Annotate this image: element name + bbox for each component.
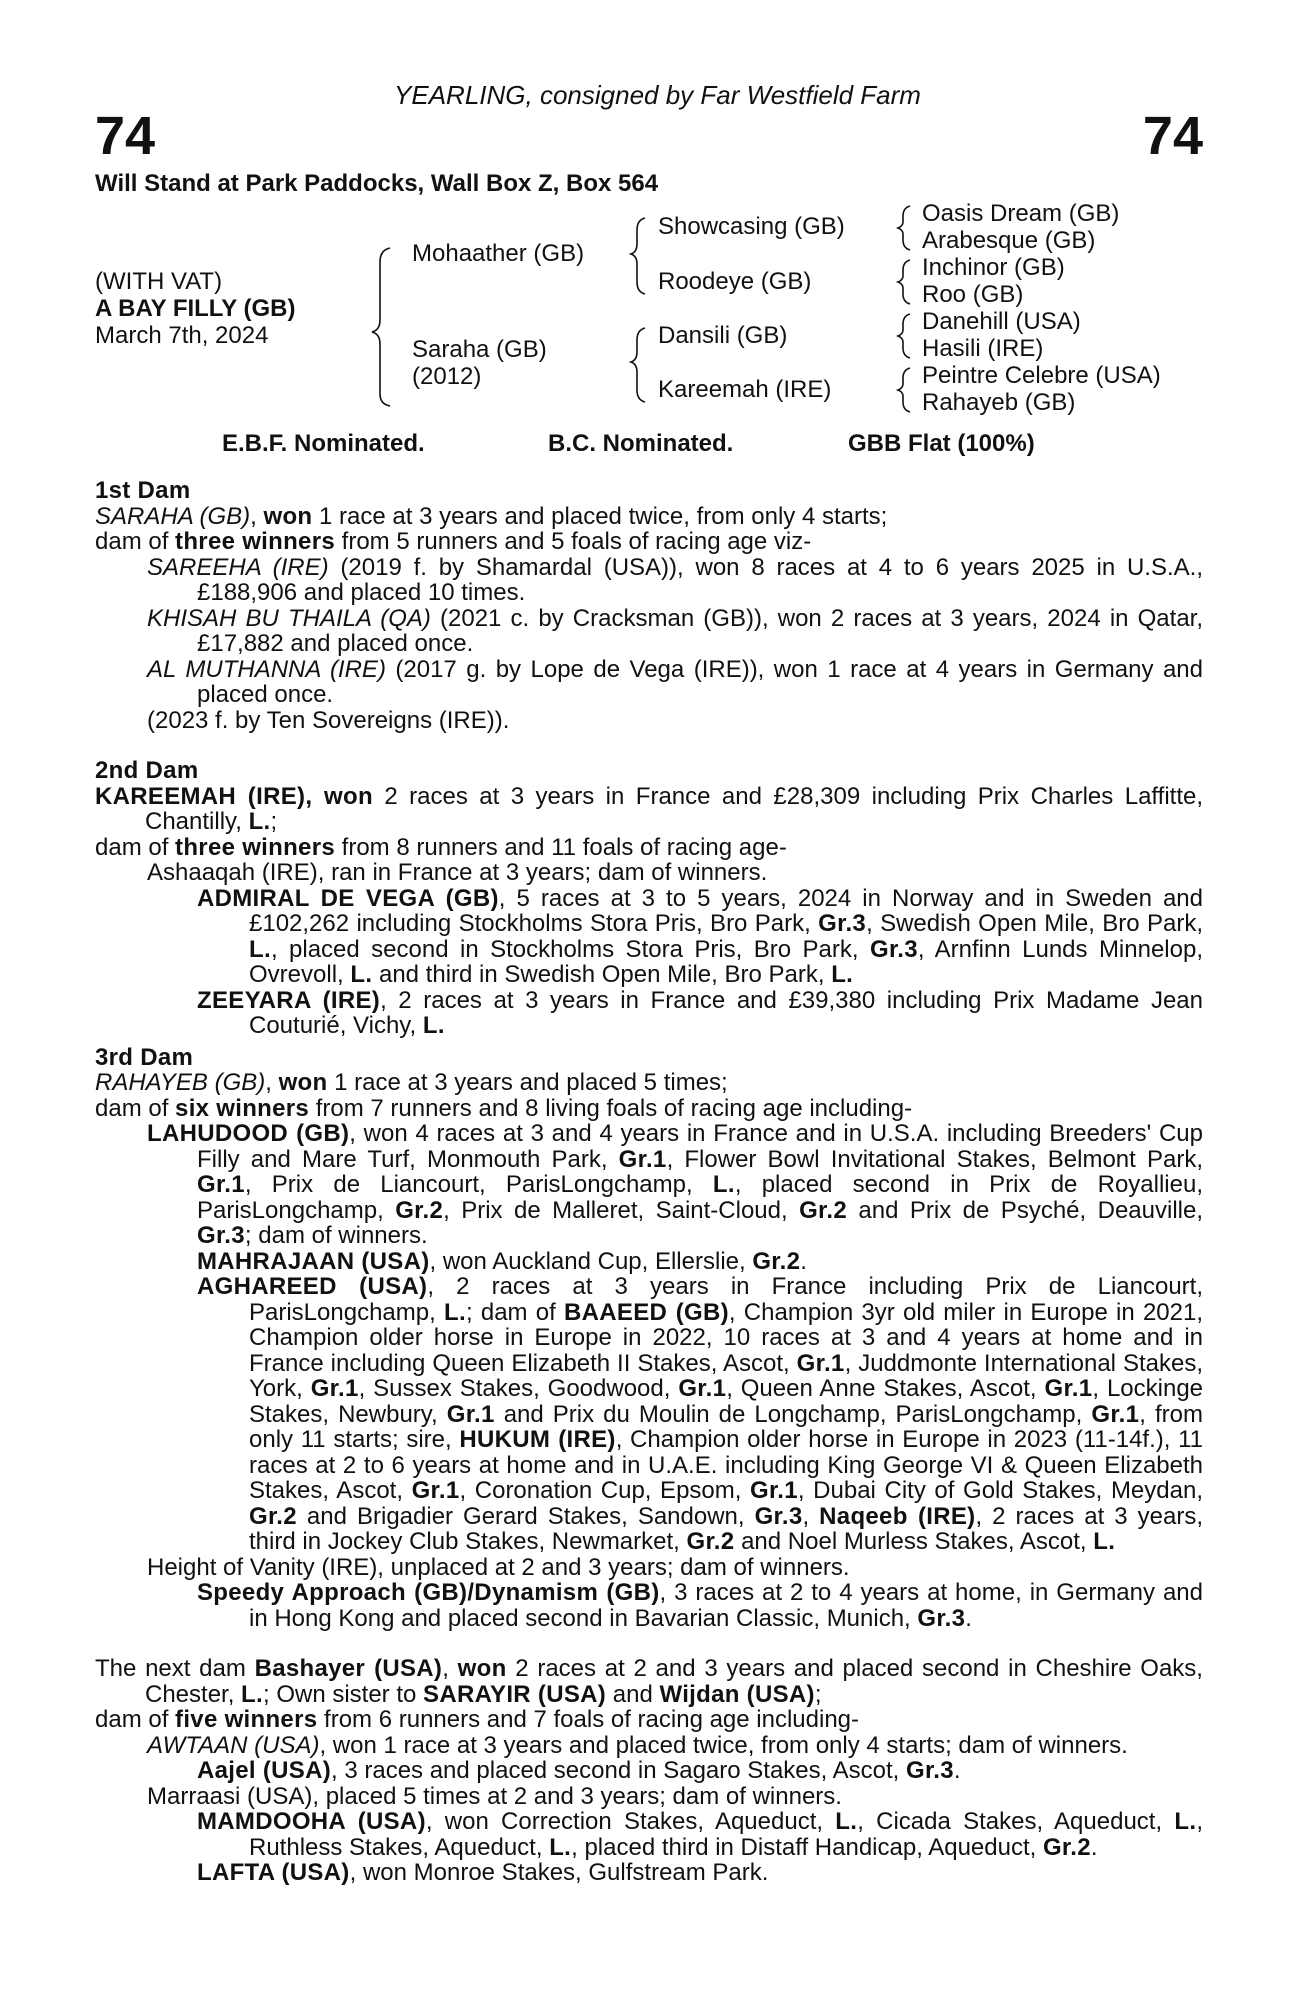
second-dam-summary: KAREEMAH (IRE), won 2 races at 3 years in France and £28,309 including Prix Charles Laffitte, Chantilly, L.;	[95, 782, 1203, 835]
produce-entry: ZEEYARA (IRE), 2 races at 3 years in France and £39,380 including Prix Madame Jean Couturié, Vichy, L.	[197, 986, 1203, 1039]
gen3-3: Inchinor (GB)	[922, 254, 1065, 281]
foaling-date: March 7th, 2024	[95, 322, 269, 349]
gen3-8: Rahayeb (GB)	[922, 389, 1076, 416]
gen2-sire-dam: Roodeye (GB)	[658, 268, 812, 295]
produce-entry: AL MUTHANNA (IRE) (2017 g. by Lope de Vega (IRE)), won 1 race at 4 years in Germany and placed once.	[147, 655, 1203, 708]
third-dam-heading: 3rd Dam	[95, 1043, 194, 1071]
gen3-4: Roo (GB)	[922, 281, 1024, 308]
dam-name: SARAHA (GB)	[95, 502, 251, 530]
third-dam-produce: dam of six winners from 7 runners and 8 living foals of racing age including-	[95, 1094, 913, 1122]
gen3-2: Arabesque (GB)	[922, 227, 1096, 254]
gen2-dam-dam: Kareemah (IRE)	[658, 376, 832, 403]
produce-entry: Aajel (USA), 3 races and placed second in Sagaro Stakes, Ascot, Gr.3.	[197, 1757, 961, 1784]
produce-entry: Speedy Approach (GB)/Dynamism (GB), 3 races at 2 to 4 years at home, in Germany and in Hong Kong and placed second in Bavarian Classic, Munich, Gr.3.	[197, 1579, 1203, 1632]
gen3-bracket-3	[898, 314, 910, 358]
main-bracket	[372, 248, 390, 406]
sire-name: Mohaather (GB)	[412, 240, 585, 267]
vat-note: (WITH VAT)	[95, 268, 223, 295]
produce-entry: Height of Vanity (IRE), unplaced at 2 and 3 years; dam of winners.	[147, 1553, 850, 1581]
lot-number-left: 74	[95, 106, 156, 166]
lot-number-right: 74	[1142, 106, 1203, 166]
gen3-5: Danehill (USA)	[922, 308, 1081, 335]
produce-record	[95, 478, 1203, 1886]
produce-entry: LAFTA (USA), won Monroe Stakes, Gulfstream Park.	[197, 1859, 769, 1886]
first-dam-summary: SARAHA (GB), won 1 race at 3 years and placed twice, from only 4 starts;	[95, 502, 888, 530]
bc-nomination: B.C. Nominated.	[548, 430, 734, 457]
gen3-bracket-1	[898, 206, 910, 250]
produce-entry: Ashaaqah (IRE), ran in France at 3 years; dam of winners.	[147, 859, 768, 886]
produce-entry: MAHRAJAAN (USA), won Auckland Cup, Ellerslie, Gr.2.	[197, 1247, 807, 1275]
pedigree-brackets	[0, 0, 1315, 450]
produce-entry: (2023 f. by Ten Sovereigns (IRE)).	[147, 706, 510, 734]
produce-entry: ADMIRAL DE VEGA (GB), 5 races at 3 to 5 years, 2024 in Norway and in Sweden and £102,262 including Stockholms Stora Pris, Bro Park, Gr.3, Swedish Open Mile, Bro Park, L., placed second in Stockholms Stora Pris, Bro Park, Gr.3, Arnfinn Lunds Minnelop, Ovrevoll, L. and third in Swedish Open Mile, Bro Park, L.	[197, 884, 1204, 988]
produce-entry: SAREEHA (IRE) (2019 f. by Shamardal (USA)), won 8 races at 4 to 6 years 2025 in U.S.A., £188,906 and placed 10 times.	[147, 553, 1203, 606]
produce-entry: MAMDOOHA (USA), won Correction Stakes, Aqueduct, L., Cicada Stakes, Aqueduct, L., Ruthless Stakes, Aqueduct, L., placed third in Distaff Handicap, Aqueduct, Gr.2.	[197, 1808, 1203, 1861]
second-dam-heading: 2nd Dam	[95, 757, 199, 784]
first-dam-heading: 1st Dam	[95, 477, 191, 504]
second-dam-produce: dam of three winners from 8 runners and 11 foals of racing age-	[95, 833, 787, 861]
produce-entry: Marraasi (USA), placed 5 times at 2 and 3 years; dam of winners.	[147, 1782, 842, 1810]
dam-bracket	[631, 328, 645, 402]
third-dam-summary: RAHAYEB (GB), won 1 race at 3 years and placed 5 times;	[95, 1069, 728, 1096]
horse-name: A BAY FILLY (GB)	[95, 295, 296, 322]
next-dam-produce: dam of five winners from 6 runners and 7 foals of racing age including-	[95, 1706, 860, 1733]
gen3-bracket-4	[898, 368, 910, 412]
gen3-1: Oasis Dream (GB)	[922, 200, 1120, 227]
gbb-nomination: GBB Flat (100%)	[848, 430, 1035, 457]
produce-entry: AWTAAN (USA), won 1 race at 3 years and placed twice, from only 4 starts; dam of winners.	[147, 1731, 1128, 1759]
produce-entry: LAHUDOOD (GB), won 4 races at 3 and 4 years in France and in U.S.A. including Breeders' Cup Filly and Mare Turf, Monmouth Park, Gr.1, Flower Bowl Invitational Stakes, Belmont Park, Gr.1, Prix de Liancourt, ParisLongchamp, L., placed second in Prix de Royallieu, ParisLongchamp, Gr.2, Prix de Malleret, Saint-Cloud, Gr.2 and Prix de Psyché, Deauville, Gr.3; dam of winners.	[147, 1120, 1203, 1249]
produce-entry: KHISAH BU THAILA (QA) (2021 c. by Cracksman (GB)), won 2 races at 3 years, 2024 in Qatar, £17,882 and placed once.	[147, 604, 1203, 657]
produce-entry: AGHAREED (USA), 2 races at 3 years in France including Prix de Liancourt, ParisLongchamp, L.; dam of BAAEED (GB), Champion 3yr old miler in Europe in 2021, Champion older horse in Europe in 2022, 10 races at 3 and 4 years at home and in France including Queen Elizabeth II Stakes, Ascot, Gr.1, Juddmonte International Stakes, York, Gr.1, Sussex Stakes, Goodwood, Gr.1, Queen Anne Stakes, Ascot, Gr.1, Lockinge Stakes, Newbury, Gr.1 and Prix du Moulin de Longchamp, ParisLongchamp, Gr.1, from only 11 starts; sire, HUKUM (IRE), Champion older horse in Europe in 2023 (11-14f.), 11 races at 2 to 6 years at home and in U.A.E. including King George VI & Queen Elizabeth Stakes, Ascot, Gr.1, Coronation Cup, Epsom, Gr.1, Dubai City of Gold Stakes, Meydan, Gr.2 and Brigadier Gerard Stakes, Sandown, Gr.3, Naqeeb (IRE), 2 races at 3 years, third in Jockey Club Stakes, Newmarket, Gr.2 and Noel Murless Stakes, Ascot, L.	[197, 1273, 1204, 1555]
consignment-line: YEARLING, consigned by Far Westfield Farm	[394, 80, 921, 110]
dam-name: Saraha (GB)	[412, 336, 547, 363]
gen3-6: Hasili (IRE)	[922, 335, 1044, 362]
gen2-dam-sire: Dansili (GB)	[658, 322, 788, 349]
first-dam-produce: dam of three winners from 5 runners and 5 foals of racing age viz-	[95, 528, 812, 555]
dam-year: (2012)	[412, 363, 482, 390]
ebf-nomination: E.B.F. Nominated.	[222, 430, 425, 457]
gen2-sire-sire: Showcasing (GB)	[658, 213, 845, 240]
gen3-bracket-2	[898, 260, 910, 304]
stand-location: Will Stand at Park Paddocks, Wall Box Z, Box 564	[95, 170, 659, 197]
gen3-7: Peintre Celebre (USA)	[922, 362, 1161, 389]
next-dam-summary: The next dam Bashayer (USA), won 2 races at 2 and 3 years and placed second in Cheshire Oaks, Chester, L.; Own sister to SARAYIR (USA) and Wijdan (USA);	[95, 1655, 1203, 1708]
sire-bracket	[631, 218, 645, 294]
